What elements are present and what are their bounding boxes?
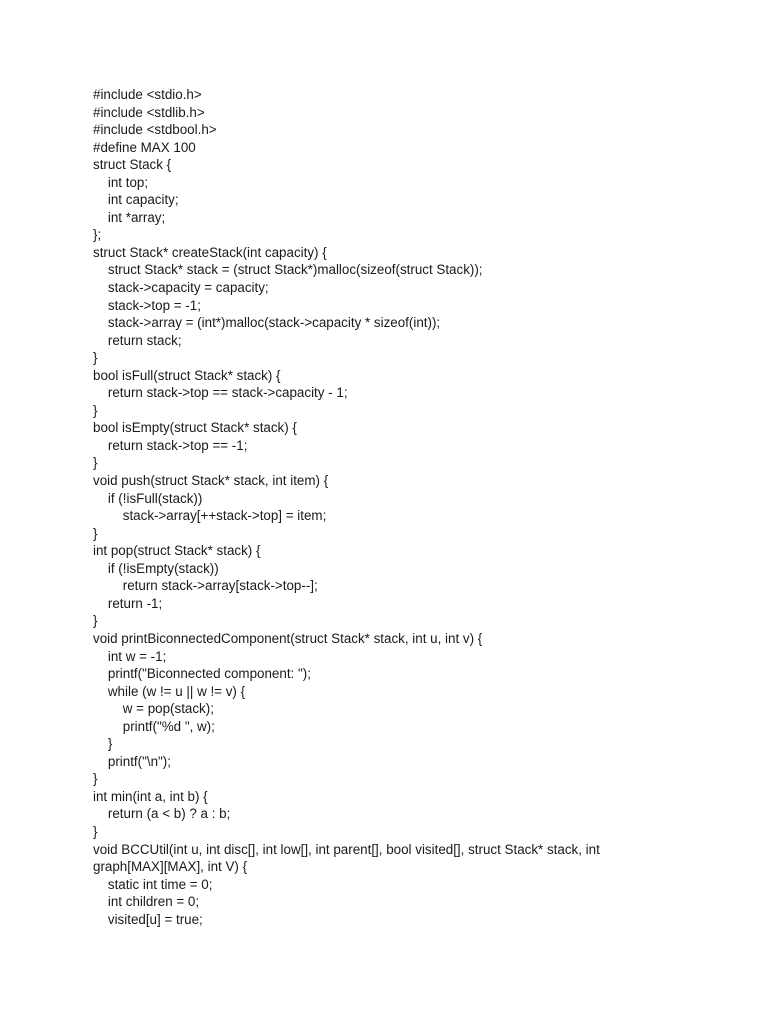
code-line: } — [93, 613, 98, 629]
code-line: return stack->top == stack->capacity - 1; — [93, 385, 348, 401]
code-line: } — [93, 525, 98, 541]
code-line: bool isFull(struct Stack* stack) { — [93, 367, 281, 383]
code-line: struct Stack { — [93, 157, 172, 173]
code-listing — [93, 86, 713, 928]
code-line: static int time = 0; — [93, 876, 213, 892]
code-line: } — [93, 455, 98, 471]
code-line: }; — [93, 227, 102, 243]
code-line: while (w != u || w != v) { — [93, 683, 246, 699]
code-line: stack->top = -1; — [93, 297, 201, 313]
code-line: struct Stack* stack = (struct Stack*)malloc(sizeof(struct Stack)); — [93, 262, 483, 278]
code-line: int capacity; — [93, 192, 179, 208]
code-line: int pop(struct Stack* stack) { — [93, 543, 261, 559]
code-line: } — [93, 823, 98, 839]
code-line: void push(struct Stack* stack, int item) { — [93, 473, 329, 489]
code-line: #include <stdio.h> — [93, 87, 202, 102]
code-line: stack->array = (int*)malloc(stack->capacity * sizeof(int)); — [93, 315, 441, 331]
code-line: printf("%d ", w); — [93, 718, 215, 734]
code-line: stack->array[++stack->top] = item; — [93, 508, 327, 524]
code-line: int children = 0; — [93, 894, 200, 910]
code-line: #include <stdbool.h> — [93, 122, 217, 138]
code-line: graph[MAX][MAX], int V) { — [93, 859, 248, 875]
code-line: if (!isFull(stack)) — [93, 490, 203, 506]
code-line: int top; — [93, 174, 149, 190]
code-line: int *array; — [93, 209, 166, 225]
code-line: visited[u] = true; — [93, 911, 203, 927]
code-line: void BCCUtil(int u, int disc[], int low[], int parent[], bool visited[], struct Stack* stack, int — [93, 841, 600, 857]
code-line: stack->capacity = capacity; — [93, 280, 269, 296]
code-line: int min(int a, int b) { — [93, 788, 208, 804]
code-line: return stack->top == -1; — [93, 437, 248, 453]
code-line: #define MAX 100 — [93, 139, 196, 155]
code-line: w = pop(stack); — [93, 701, 214, 717]
code-line: return (a < b) ? a : b; — [93, 806, 231, 822]
code-line: } — [93, 402, 98, 418]
code-line: return stack->array[stack->top--]; — [93, 578, 318, 594]
code-line: } — [93, 350, 98, 366]
code-line: struct Stack* createStack(int capacity) { — [93, 244, 327, 260]
code-line: bool isEmpty(struct Stack* stack) { — [93, 420, 297, 436]
code-line: printf("\n"); — [93, 753, 171, 769]
code-line: return -1; — [93, 595, 163, 611]
code-line: printf("Biconnected component: "); — [93, 666, 311, 682]
code-line: int w = -1; — [93, 648, 167, 664]
code-line: #include <stdlib.h> — [93, 104, 205, 120]
code-line: } — [93, 771, 98, 787]
code-line: if (!isEmpty(stack)) — [93, 560, 219, 576]
code-line: void printBiconnectedComponent(struct Stack* stack, int u, int v) { — [93, 630, 483, 646]
code-line: return stack; — [93, 332, 182, 348]
code-line: } — [93, 736, 113, 752]
